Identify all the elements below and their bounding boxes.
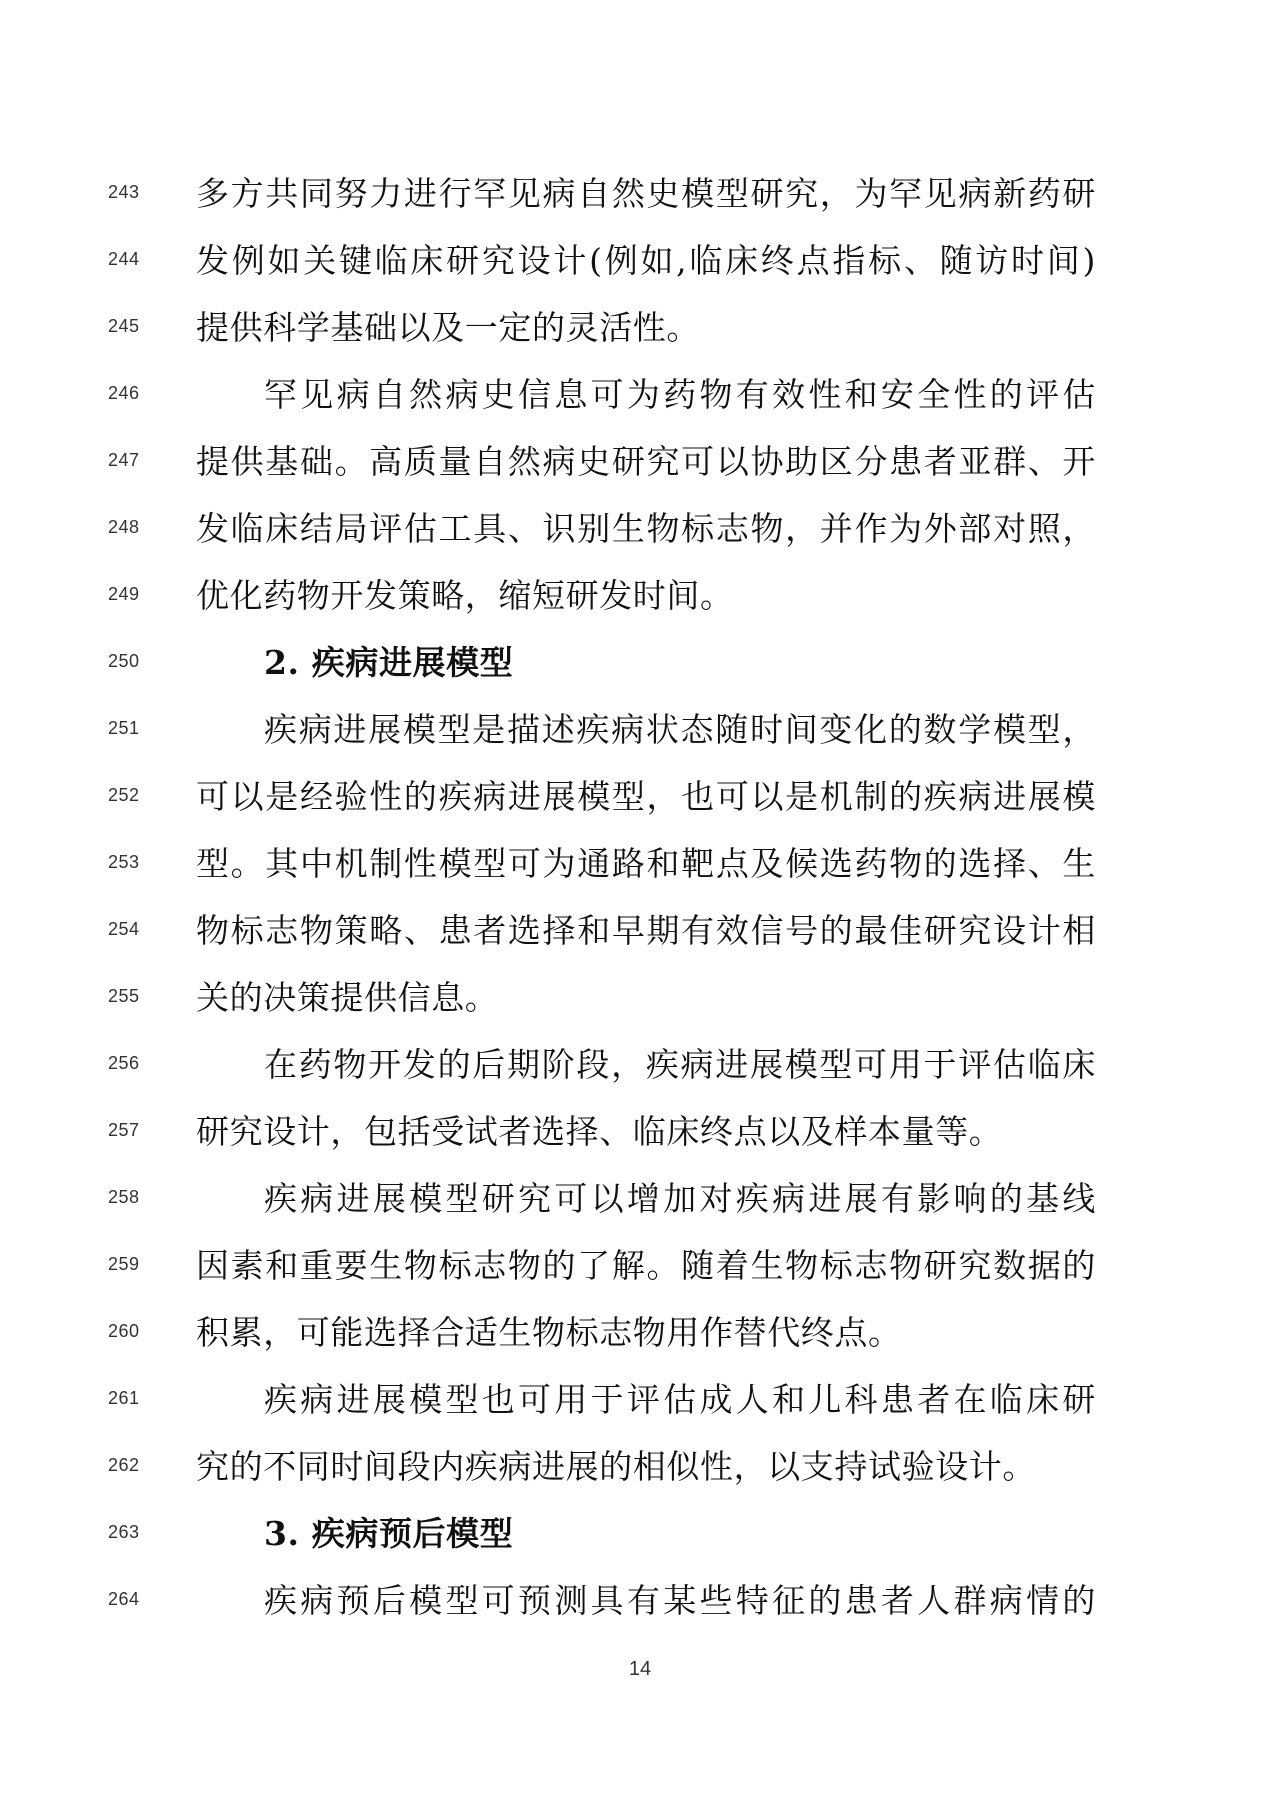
line-number: 243: [108, 182, 140, 202]
text-line: [0, 830, 1280, 897]
text-line: [0, 1098, 1280, 1165]
line-text: 提供科学基础以及一定的灵活性。: [196, 308, 700, 347]
line-text: 疾病进展模型也可用于评估成人和儿科患者在临床研: [264, 1380, 1096, 1419]
line-text: 多方共同努力进行罕见病自然史模型研究，为罕见病新药研: [196, 174, 1096, 213]
text-line: [0, 897, 1280, 964]
text-line: [0, 1232, 1280, 1299]
text-line: [0, 1567, 1280, 1634]
line-number: 255: [108, 986, 140, 1006]
text-line: [0, 1165, 1280, 1232]
line-number: 252: [108, 785, 140, 805]
line-number: 259: [108, 1254, 140, 1274]
text-line: [0, 1299, 1280, 1366]
line-number: 263: [108, 1522, 140, 1542]
text-line: [0, 964, 1280, 1031]
line-number: 245: [108, 316, 140, 336]
line-number: 250: [108, 651, 140, 671]
line-number: 248: [108, 517, 140, 537]
line-text: 型。其中机制性模型可为通路和靶点及候选药物的选择、生: [196, 844, 1096, 883]
text-line: [0, 696, 1280, 763]
section-heading: 3. 疾病预后模型: [264, 1514, 514, 1553]
line-text: 疾病预后模型可预测具有某些特征的患者人群病情的: [264, 1581, 1096, 1620]
line-number: 254: [108, 919, 140, 939]
line-number: 256: [108, 1053, 140, 1073]
line-text: 发例如关键临床研究设计(例如,临床终点指标、随访时间): [196, 241, 1096, 280]
line-number: 262: [108, 1455, 140, 1475]
text-line: [0, 160, 1280, 227]
section-heading-line: [0, 1500, 1280, 1567]
line-text: 研究设计，包括受试者选择、临床终点以及样本量等。: [196, 1112, 1003, 1151]
text-line: [0, 1433, 1280, 1500]
line-text: 可以是经验性的疾病进展模型，也可以是机制的疾病进展模: [196, 777, 1096, 816]
line-text: 优化药物开发策略，缩短研发时间。: [196, 576, 734, 615]
text-line: [0, 495, 1280, 562]
text-line: [0, 1366, 1280, 1433]
line-number: 258: [108, 1187, 140, 1207]
text-line: [0, 562, 1280, 629]
line-text: 因素和重要生物标志物的了解。随着生物标志物研究数据的: [196, 1246, 1096, 1285]
line-text: 关的决策提供信息。: [196, 978, 499, 1017]
line-text: 疾病进展模型是描述疾病状态随时间变化的数学模型，: [264, 710, 1096, 749]
line-number: 264: [108, 1589, 140, 1609]
line-number: 260: [108, 1321, 140, 1341]
section-heading-line: [0, 629, 1280, 696]
text-line: [0, 361, 1280, 428]
line-text: 究的不同时间段内疾病进展的相似性，以支持试验设计。: [196, 1447, 1036, 1486]
line-number: 251: [108, 718, 140, 738]
line-text: 物标志物策略、患者选择和早期有效信号的最佳研究设计相: [196, 911, 1096, 950]
line-number: 249: [108, 584, 140, 604]
text-line: [0, 294, 1280, 361]
line-number: 257: [108, 1120, 140, 1140]
text-line: [0, 428, 1280, 495]
line-number: 261: [108, 1388, 140, 1408]
line-text: 提供基础。高质量自然病史研究可以协助区分患者亚群、开: [196, 442, 1096, 481]
page-number: 14: [628, 1658, 652, 1680]
line-number: 253: [108, 852, 140, 872]
line-number: 244: [108, 249, 140, 269]
line-text: 发临床结局评估工具、识别生物标志物，并作为外部对照，: [196, 509, 1096, 548]
text-line: [0, 763, 1280, 830]
line-number: 246: [108, 383, 140, 403]
line-text: 在药物开发的后期阶段，疾病进展模型可用于评估临床: [264, 1045, 1096, 1084]
text-line: [0, 1031, 1280, 1098]
line-text: 疾病进展模型研究可以增加对疾病进展有影响的基线: [264, 1179, 1096, 1218]
line-number: 247: [108, 450, 140, 470]
text-line: [0, 227, 1280, 294]
section-heading: 2. 疾病进展模型: [264, 643, 514, 682]
line-text: 罕见病自然病史信息可为药物有效性和安全性的评估: [264, 375, 1096, 414]
line-text: 积累，可能选择合适生物标志物用作替代终点。: [196, 1313, 902, 1352]
